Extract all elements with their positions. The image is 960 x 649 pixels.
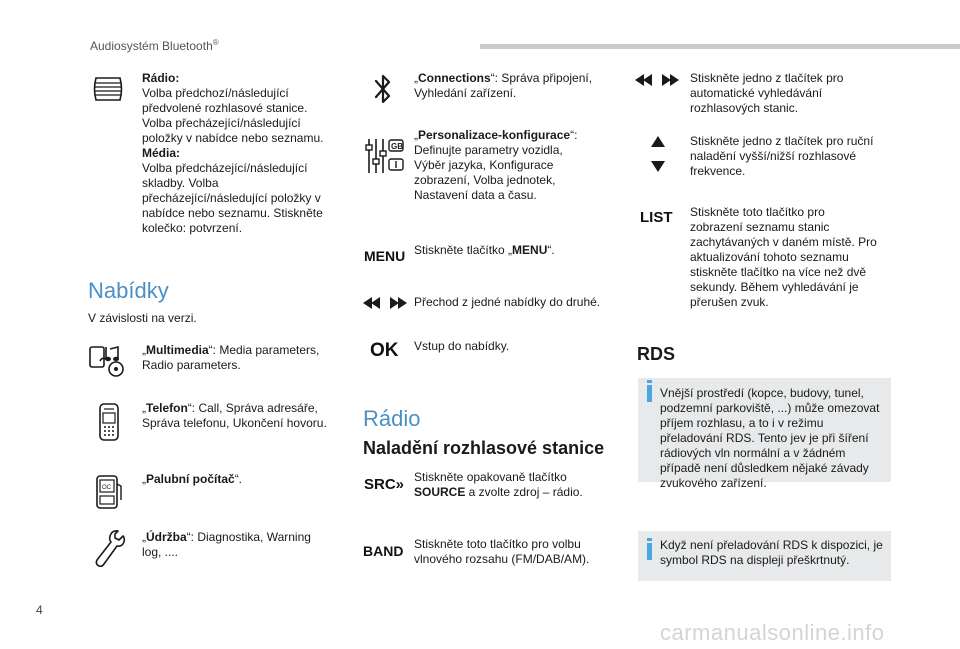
list-button-icon: LIST xyxy=(640,209,673,226)
svg-text:GB: GB xyxy=(391,142,403,151)
info-icon xyxy=(647,385,652,402)
menu-button-description: Stiskněte tlačítko „MENU“. xyxy=(414,243,555,257)
info-reception-text: Vnější prostředí (kopce, budovy, tunel, podzemní parkoviště, ...) může omezovat příjem rozhlasu, a to i v režimu přeladování RDS. Tento jev je při šíření rádiových vln normální a v žádném případě není důsledkem nějaké závady zvukového zařízení. xyxy=(660,386,880,490)
radio-label: Rádio: xyxy=(142,71,180,85)
manual-tuning-description: Stiskněte jedno z tlačítek pro ruční naladění vyšší/nižší rozhlasové frekvence. xyxy=(690,134,874,178)
source-button-icon: SRC» xyxy=(364,476,405,493)
info-rds-text: Když není přeladování RDS k dispozici, je symbol RDS na displeji přeškrtnutý. xyxy=(660,538,883,567)
settings-sliders-icon xyxy=(364,137,406,175)
menu-navigation-description: Přechod z jedné nabídky do druhé. xyxy=(414,295,601,309)
header-divider-bar xyxy=(480,44,960,49)
connections-description: „Connections“: Správa připojení, Vyhledání zařízení. xyxy=(414,71,593,100)
udrzba-description: „Údržba“: Diagnostika, Warning log, .... xyxy=(142,530,311,559)
telefon-description: „Telefon“: Call, Správa adresáře, Správa telefonu, Ukončení hovoru. xyxy=(142,401,327,430)
menus-heading: Nabídky xyxy=(88,278,169,303)
source-button-description: Stiskněte opakovaně tlačítko SOURCE a zvolte zdroj – rádio. xyxy=(414,470,583,499)
rds-heading: RDS xyxy=(637,344,676,364)
bluetooth-icon xyxy=(373,72,393,106)
palubni-pocitac-description: „Palubní počítač“. xyxy=(142,472,243,486)
watermark: carmanualsonline.info xyxy=(660,620,885,645)
radio-media-description: Rádio: Volba předchozí/následující předvolené rozhlasové stanice. Volba přecházející/následující položky v nabídce nebo seznamu. Média: Volba předcházející/následující skladby. Volba přecházející/následující položky v nabídce nebo seznamu. Stiskněte kolečko: potvrzení. xyxy=(142,71,324,235)
tuning-heading: Naladění rozhlasové stanice xyxy=(363,438,605,458)
multimedia-icon xyxy=(88,343,128,377)
trip-computer-icon xyxy=(94,474,124,510)
info-box-reception xyxy=(638,378,891,490)
wrench-icon xyxy=(92,528,126,570)
seek-arrows-icon xyxy=(635,73,679,87)
page-number: 4 xyxy=(36,603,43,617)
info-icon-dot xyxy=(647,538,652,541)
radio-heading: Rádio xyxy=(363,406,421,431)
list-button-description: Stiskněte toto tlačítko pro zobrazení seznamu stanic zachytávaných v daném místě. Pro aktualizování tohoto seznamu stiskněte tlačítko na více než dvě sekundy. Během vyhledávání je přerušen zvuk. xyxy=(690,205,877,309)
info-box-rds xyxy=(638,531,891,581)
menu-button-icon: MENU xyxy=(364,248,406,264)
media-label: Média: xyxy=(142,146,181,160)
up-down-arrows-icon xyxy=(650,136,666,172)
rotary-knob-icon xyxy=(90,75,126,103)
band-button-icon: BAND xyxy=(363,543,404,559)
personalizace-description: „Personalizace-konfigurace“: Definujte parametry vozidla, Výběr jazyka, Konfigurace zobrazení, Volba jednotek, Nastavení data a času. xyxy=(414,128,578,202)
menus-subtitle: V závislosti na verzi. xyxy=(88,311,197,325)
multimedia-description: „Multimedia“: Media parameters, Radio parameters. xyxy=(142,343,320,372)
page-header-title: Audiosystém Bluetooth® xyxy=(90,38,219,53)
band-button-description: Stiskněte toto tlačítko pro volbu vlnového rozsahu (FM/DAB/AM). xyxy=(414,537,590,566)
ok-button-icon: OK xyxy=(370,340,399,361)
info-icon xyxy=(647,543,652,560)
ok-button-description: Vstup do nabídky. xyxy=(414,339,510,353)
left-right-arrows-icon xyxy=(363,296,407,310)
phone-icon xyxy=(98,403,120,441)
seek-description: Stiskněte jedno z tlačítek pro automatické vyhledávání rozhlasových stanic. xyxy=(690,71,844,115)
info-icon-dot xyxy=(647,380,652,383)
svg-text:OC: OC xyxy=(102,485,111,491)
